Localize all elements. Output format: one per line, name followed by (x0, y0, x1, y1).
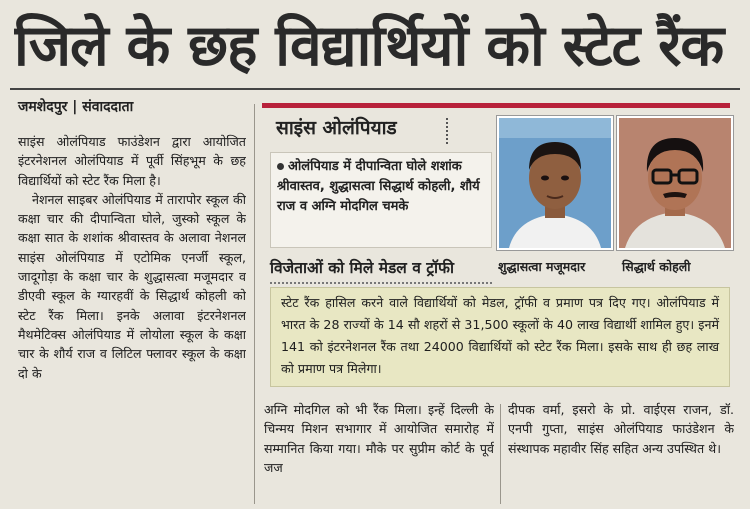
headline: जिले के छह विद्यार्थियों को स्टेट रैंक (14, 13, 724, 79)
article-column-3-text: दीपक वर्मा, इसरो के प्रो. वाईएस राजन, डॉ. एनपी गुप्ता, साइंस ओलंपियाड फाउंडेशन के संस्थापक महावीर सिंह सहित अन्य उपस्थित थे। (508, 402, 734, 456)
column-divider (254, 104, 255, 504)
article-paragraph-2: नेशनल साइबर ओलंपियाड में तारापोर स्कूल की कक्षा चार की दीपान्विता घोले, जुस्को स्कूल के कक्षा सात के शशांक श्रीवास्तव के अलावा नेशनल साइंस ओलंपियाड में एटोमिक एनर्जी स्कूल, जादूगोड़ा के कक्षा चार के शुद्धासत्वा मजूमदार व डीएवी स्कूल के ग्यारहवीं के सिद्धार्थ कोहली को स्टेट रैंक मिला। इनके अलावा इंटरनेशनल मैथमेटिक्स ओलंपियाड में लोयोला स्कूल के कक्षा चार के शौर्य राज व लिटिल फ्लावर स्कूल के कक्षा दो के (18, 191, 246, 381)
portrait-young-man-icon (619, 118, 731, 248)
column-divider-2 (500, 404, 501, 504)
byline: जमशेदपुर | संवाददाता (18, 99, 134, 115)
student-photo-1 (497, 116, 613, 250)
info-box (270, 287, 730, 387)
section-kicker: साइंस ओलंपियाड (276, 117, 397, 139)
accent-bar (262, 103, 730, 108)
article-paragraph-1: साइंस ओलंपियाड फाउंडेशन द्वारा आयोजित इंटरनेशनल ओलंपियाड में पूर्वी सिंहभूम के छह विद्यार्थियों को स्टेट रैंक मिला है। (18, 134, 246, 188)
photo-caption-2: सिद्धार्थ कोहली (622, 259, 691, 274)
headline-divider (10, 88, 740, 90)
photo-caption-1: शुद्धासत्वा मजूमदार (498, 259, 586, 274)
portrait-boy-icon (499, 118, 611, 248)
box-subheading: विजेताओं को मिले मेडल व ट्रॉफी (270, 254, 492, 284)
article-column-2-text: अग्नि मोदगिल को भी रैंक मिला। इन्हें दिल्ली के चिन्मय मिशन सभागार में आयोजित समारोह में सम्मानित किया गया। मौके पर सुप्रीम कोर्ट के पूर्व जज (264, 402, 494, 475)
info-box-text: स्टेट रैंक हासिल करने वाले विद्यार्थियों को मेडल, ट्रॉफी व प्रमाण पत्र दिए गए। ओलंपियाड में भारत के 28 राज्यों के 14 सौ शहरों से 31,500 स्कूलों के 40 लाख विद्यार्थी शामिल हुए। इनमें 141 को इंटरनेशनल रैंक तथा 24000 विद्यार्थियों को स्टेट रैंक मिला। इसके साथ ही छह लाख को प्रमाण पत्र मिलेगा। (281, 295, 719, 376)
student-photo-2 (617, 116, 733, 250)
article-column-2 (264, 400, 494, 504)
blurb-text: ओलंपियाड में दीपान्विता घोले शशांक श्रीवास्तव, शुद्धासत्वा सिद्धार्थ कोहली, शौर्य राज व अग्नि मोदगिल चमके (277, 159, 480, 214)
highlight-blurb (270, 152, 492, 248)
article-column-3 (508, 400, 734, 504)
article-column-1 (18, 132, 246, 504)
kicker-divider (446, 118, 450, 144)
bullet-icon (277, 163, 284, 170)
